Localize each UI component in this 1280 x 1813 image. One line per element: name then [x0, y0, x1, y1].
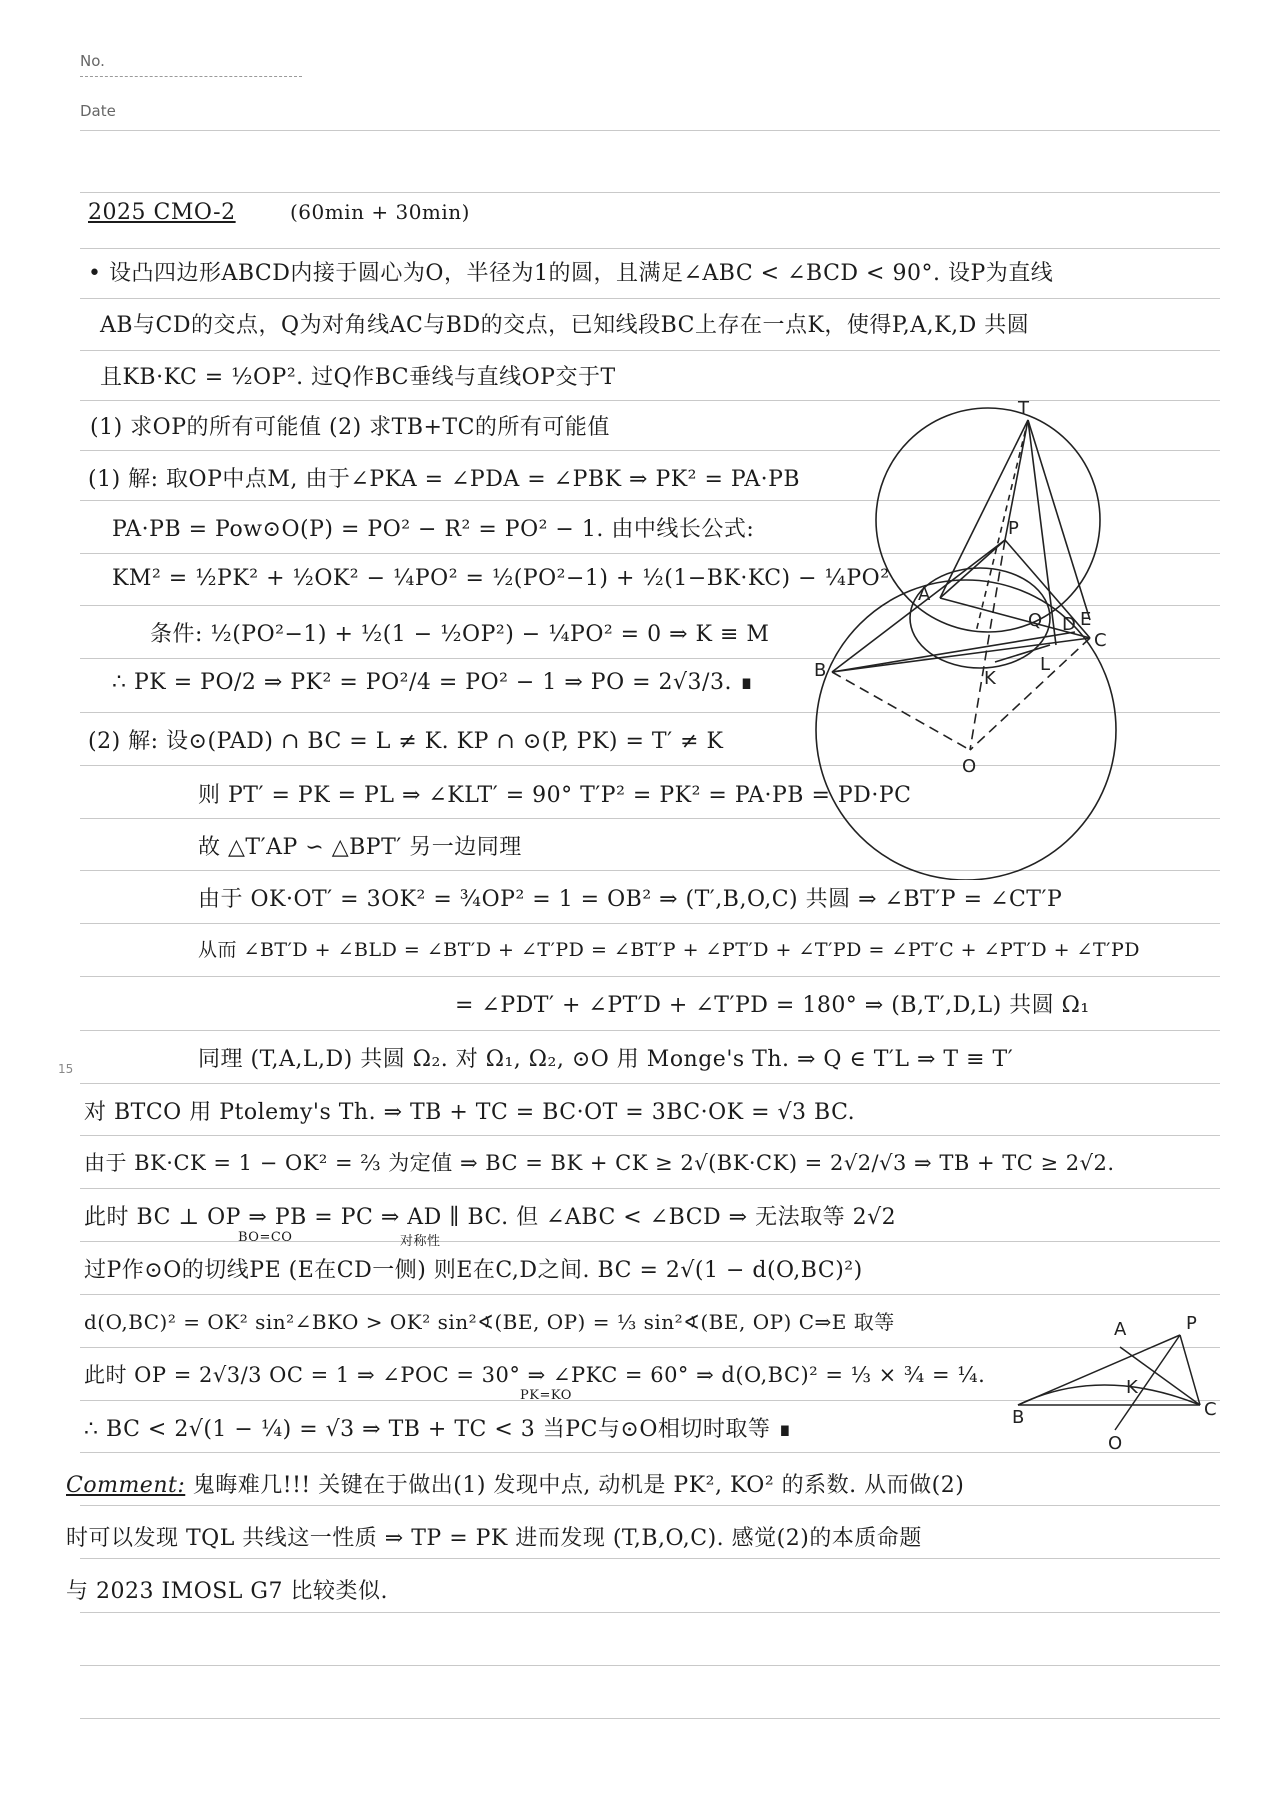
date-label: Date — [80, 102, 116, 120]
label-b-small: B — [1012, 1407, 1025, 1428]
circle-omega-top — [876, 408, 1100, 632]
header-rule — [80, 130, 1220, 131]
solution2-line: 由于 BK·CK = 1 − OK² = ⅔ 为定值 ⇒ BC = BK + CK ≥ 2√(BK·CK) = 2√2/√3 ⇒ TB + TC ≥ 2√2. — [84, 1151, 1115, 1175]
solution2-line: = ∠PDT′ + ∠PT′D + ∠T′PD = 180° ⇒ (B,T′,D,L) 共圆 Ω₁ — [455, 993, 1090, 1018]
ruled-line — [80, 976, 1220, 977]
label-b: B — [814, 660, 827, 681]
ruled-line — [80, 1505, 1220, 1506]
label-k-small: K — [1126, 1377, 1138, 1398]
comment-text: 鬼晦难几!!! 关键在于做出(1) 发现中点, 动机是 PK², KO² 的系数. 从而做(2) — [185, 1473, 965, 1498]
label-c-small: C — [1204, 1399, 1217, 1420]
comment-line — [66, 1468, 964, 1499]
ruled-line — [80, 923, 1220, 924]
arc-circle-o — [1018, 1385, 1200, 1405]
ruled-line — [80, 192, 1220, 193]
label-e: E — [1080, 609, 1092, 630]
ruled-line — [80, 298, 1220, 299]
solution2-line: 则 PT′ = PK = PL ⇒ ∠KLT′ = 90° T′P² = PK² = PA·PB = PD·PC — [198, 783, 912, 808]
label-d: D — [1062, 614, 1076, 635]
label-p: P — [1008, 518, 1019, 539]
solution2-line: 由于 OK·OT′ = 3OK² = ¾OP² = 1 = OB² ⇒ (T′,B,O,C) 共圆 ⇒ ∠BT′P = ∠CT′P — [198, 887, 1063, 912]
page-title: 2025 CMO-2 — [88, 200, 236, 225]
segment-bd — [832, 632, 1075, 672]
comment-label: Comment: — [66, 1473, 186, 1498]
ruled-line — [80, 1665, 1220, 1666]
solution1-line: PA·PB = Pow⊙O(P) = PO² − R² = PO² − 1. 由中线长公式: — [112, 517, 755, 542]
problem-line: 且KB·KC = ½OP². 过Q作BC垂线与直线OP交于T — [100, 365, 616, 390]
solution2-line: 此时 BC ⊥ OP ⇒ PB = PC ⇒ AD ∥ BC. 但 ∠ABC < ∠BCD ⇒ 无法取等 2√2 — [84, 1205, 897, 1230]
solution2-line: 故 △T′AP ∽ △BPT′ 另一边同理 — [198, 835, 522, 860]
comment-line: 与 2023 IMOSL G7 比较类似. — [66, 1579, 388, 1604]
problem-line: AB与CD的交点，Q为对角线AC与BD的交点，已知线段BC上存在一点K，使得P,A,K,D 共圆 — [100, 313, 1030, 338]
segment-ta — [940, 420, 1028, 598]
solution2-line: d(O,BC)² = OK² sin²∠BKO > OK² sin²∢(BE, OP) = ⅓ sin²∢(BE, OP) C⇒E 取等 — [84, 1310, 895, 1334]
label-c: C — [1094, 630, 1107, 651]
solution1-line: KM² = ½PK² + ½OK² − ¼PO² = ½(PO²−1) + ½(1−BK·KC) − ¼PO² — [112, 566, 890, 591]
ruled-line — [80, 1030, 1220, 1031]
segment-co — [970, 638, 1090, 750]
ruled-line — [80, 248, 1220, 249]
ruled-line — [80, 1718, 1220, 1719]
solution1-line: 条件: ½(PO²−1) + ½(1 − ½OP²) − ¼PO² = 0 ⇒ K ≡ M — [150, 622, 770, 647]
label-l: L — [1040, 654, 1051, 675]
label-a-small: A — [1114, 1319, 1127, 1340]
annotation-symmetric: 对称性 — [400, 1234, 441, 1249]
comment-line: 时可以发现 TQL 共线这一性质 ⇒ TP = PK 进而发现 (T,B,O,C). 感觉(2)的本质命题 — [66, 1526, 922, 1551]
solution1-line: ∴ PK = PO/2 ⇒ PK² = PO²/4 = PO² − 1 ⇒ PO = 2√3/3. ∎ — [112, 670, 754, 695]
time-note: (60min + 30min) — [290, 200, 470, 224]
solution2-line: 同理 (T,A,L,D) 共圆 Ω₂. 对 Ω₁, Ω₂, ⊙O 用 Monge's Th. ⇒ Q ∈ T′L ⇒ T ≡ T′ — [198, 1047, 1014, 1072]
geometry-figure-main — [790, 400, 1150, 880]
solution2-line: 从而 ∠BT′D + ∠BLD = ∠BT′D + ∠T′PD = ∠BT′P + ∠PT′D + ∠T′PD = ∠PT′C + ∠PT′D + ∠T′PD — [198, 939, 1140, 961]
annotation-pk-ko: PK=KO — [520, 1388, 572, 1403]
solution2-line: ∴ BC < 2√(1 − ¼) = √3 ⇒ TB + TC < 3 当PC与⊙O相切时取等 ∎ — [84, 1417, 793, 1442]
ruled-line — [80, 1188, 1220, 1189]
solution2-line: (2) 解: 设⊙(PAD) ∩ BC = L ≠ K. KP ∩ ⊙(P, PK) = T′ ≠ K — [88, 729, 724, 754]
problem-line: • 设凸四边形ABCD内接于圆心为O，半径为1的圆，且满足∠ABC < ∠BCD < 90°. 设P为直线 — [88, 261, 1054, 286]
segment-pc-small — [1180, 1335, 1200, 1405]
ruled-line — [80, 1612, 1220, 1613]
label-o: O — [962, 756, 977, 777]
ruled-line — [80, 350, 1220, 351]
label-q: Q — [1028, 610, 1043, 631]
solution2-line: 对 BTCO 用 Ptolemy's Th. ⇒ TB + TC = BC·OT = 3BC·OK = √3 BC. — [84, 1100, 856, 1125]
label-k: K — [984, 668, 996, 689]
label-p-small: P — [1186, 1313, 1197, 1334]
no-dash-line — [80, 76, 302, 77]
segment-bo — [832, 672, 970, 750]
annotation-bo-co: BO=CO — [238, 1230, 293, 1245]
ruled-line — [80, 1294, 1220, 1295]
solution2-line: 此时 OP = 2√3/3 OC = 1 ⇒ ∠POC = 30° ⇒ ∠PKC = 60° ⇒ d(O,BC)² = ⅓ × ¾ = ¼. — [84, 1363, 986, 1387]
solution2-line: 过P作⊙O的切线PE (E在CD一侧) 则E在C,D之间. BC = 2√(1 − d(O,BC)²) — [84, 1258, 863, 1283]
label-o-small: O — [1108, 1433, 1123, 1454]
margin-number: 15 — [58, 1062, 74, 1076]
label-a: A — [918, 584, 931, 605]
ruled-line — [80, 1558, 1220, 1559]
geometry-figure-small — [1010, 1305, 1230, 1455]
solution1-line: (1) 解: 取OP中点M, 由于∠PKA = ∠PDA = ∠PBK ⇒ PK² = PA·PB — [88, 467, 801, 492]
ruled-line — [80, 1083, 1220, 1084]
problem-line: (1) 求OP的所有可能值 (2) 求TB+TC的所有可能值 — [90, 415, 610, 440]
label-t: T — [1018, 400, 1029, 419]
segment-tq — [976, 420, 1028, 632]
ruled-line — [80, 1135, 1220, 1136]
no-label: No. — [80, 52, 105, 70]
